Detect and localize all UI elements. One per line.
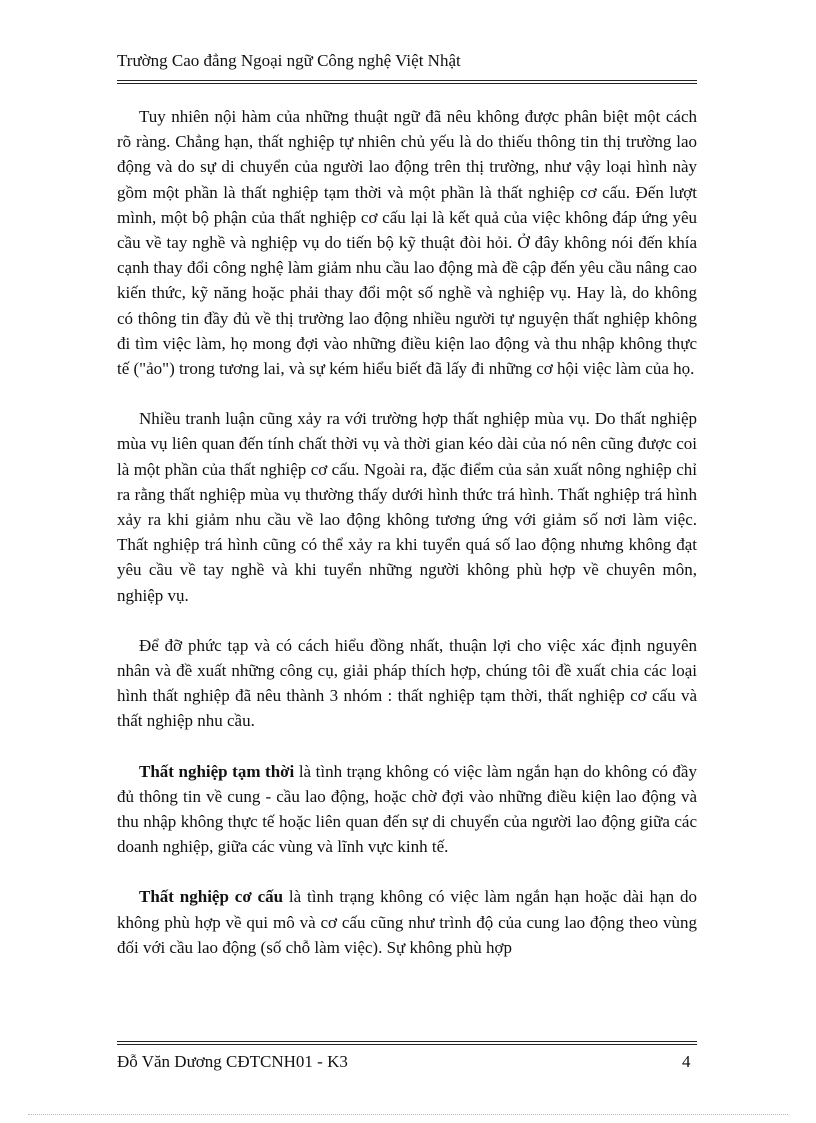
paragraph-seasonal-unemployment: Nhiều tranh luận cũng xảy ra với trường hợp thất nghiệp mùa vụ. Do thất nghiệp mùa vụ liên quan đến tính chất thời vụ và thời gian kéo dài của nó nên cũng được coi là một phần của thất nghiệp cơ cấu. Ngoài ra, đặc điểm của sản xuất nông nghiệp chỉ ra rằng thất nghiệp mùa vụ thường thấy dưới hình thức trá hình. Thất nghiệp trá hình xảy ra khi giảm nhu cầu về lao động không tương ứng với giảm số nơi làm việc. Thất nghiệp trá hình cũng có thể xảy ra khi tuyển quá số lao động nhưng không đạt yêu cầu về tay nghề và khi tuyển những người không phù hợp về chuyên môn, nghiệp vụ. bbox=[117, 409, 697, 605]
definition-temporary-unemployment: là tình trạng không có việc làm ngắn hạn do không có đầy đủ thông tin về cung - cầu lao động, hoặc chờ đợi vào những điều kiện lao động và thu nhập không thực tế hoặc liên quan đến sự di chuyển của người lao động giữa các doanh nghiệp, giữa các vùng và lĩnh vực kinh tế. bbox=[117, 761, 697, 857]
definition-structural-unemployment: là tình trạng không có việc làm ngắn hạn hoặc dài hạn do không phù hợp về qui mô và cơ cấu cũng như trình độ của cung lao động theo vùng đối với cầu lao động (số chỗ làm việc). Sự không phù hợp bbox=[117, 887, 697, 957]
paragraph-terminology: Tuy nhiên nội hàm của những thuật ngữ đã nêu không được phân biệt một cách rõ ràng. Chẳng hạn, thất nghiệp tự nhiên chủ yếu là do thiếu thông tin thị trường lao động và do sự di chuyển của người lao động trên thị trường, như vậy loại hình này gồm một phần là thất nghiệp tạm thời và một phần là thất nghiệp cơ cấu. Đến lượt mình, một bộ phận của thất nghiệp cơ cấu lại là kết quả của việc không đáp ứng yêu cầu về tay nghề và nghiệp vụ do tiến bộ kỹ thuật đòi hỏi. Ở đây không nói đến khía cạnh thay đổi công nghệ làm giảm nhu cầu lao động mà đề cập đến yêu cầu nâng cao kiến thức, kỹ năng hoặc phải thay đổi một số nghề và nghiệp vụ. Hay là, do không có thông tin đầy đủ về thị trường lao động nhiều người tự nguyện thất nghiệp không đi tìm việc làm, họ mong đợi vào những điều kiện lao động và thu nhập không thực tế ("ảo") trong tương lai, và sự kém hiểu biết đã lấy đi những cơ hội việc làm của họ. bbox=[117, 107, 697, 379]
page-header-title: Trường Cao đẳng Ngoại ngữ Công nghệ Việt Nhật bbox=[117, 51, 461, 70]
paragraph-three-groups: Để đỡ phức tạp và có cách hiểu đồng nhất, thuận lợi cho việc xác định nguyên nhân và đề xuất những công cụ, giải pháp thích hợp, chúng tôi đề xuất chia các loại hình thất nghiệp đã nêu thành 3 nhóm : thất nghiệp tạm thời, thất nghiệp cơ cấu và thất nghiệp nhu cầu. bbox=[117, 635, 697, 731]
footer-divider bbox=[117, 1041, 697, 1045]
document-body bbox=[117, 104, 697, 985]
header-divider bbox=[117, 80, 697, 84]
footer-author: Đỗ Văn Dương CĐTCNH01 - K3 bbox=[117, 1052, 348, 1071]
term-temporary-unemployment: Thất nghiệp tạm thời bbox=[139, 761, 295, 781]
page-number: 4 bbox=[682, 1052, 691, 1071]
paragraph-temporary-unemployment bbox=[117, 759, 697, 860]
term-structural-unemployment: Thất nghiệp cơ cấu bbox=[139, 887, 284, 907]
paragraph-structural-unemployment bbox=[117, 884, 697, 960]
page-edge-dotted-line bbox=[28, 1114, 788, 1115]
